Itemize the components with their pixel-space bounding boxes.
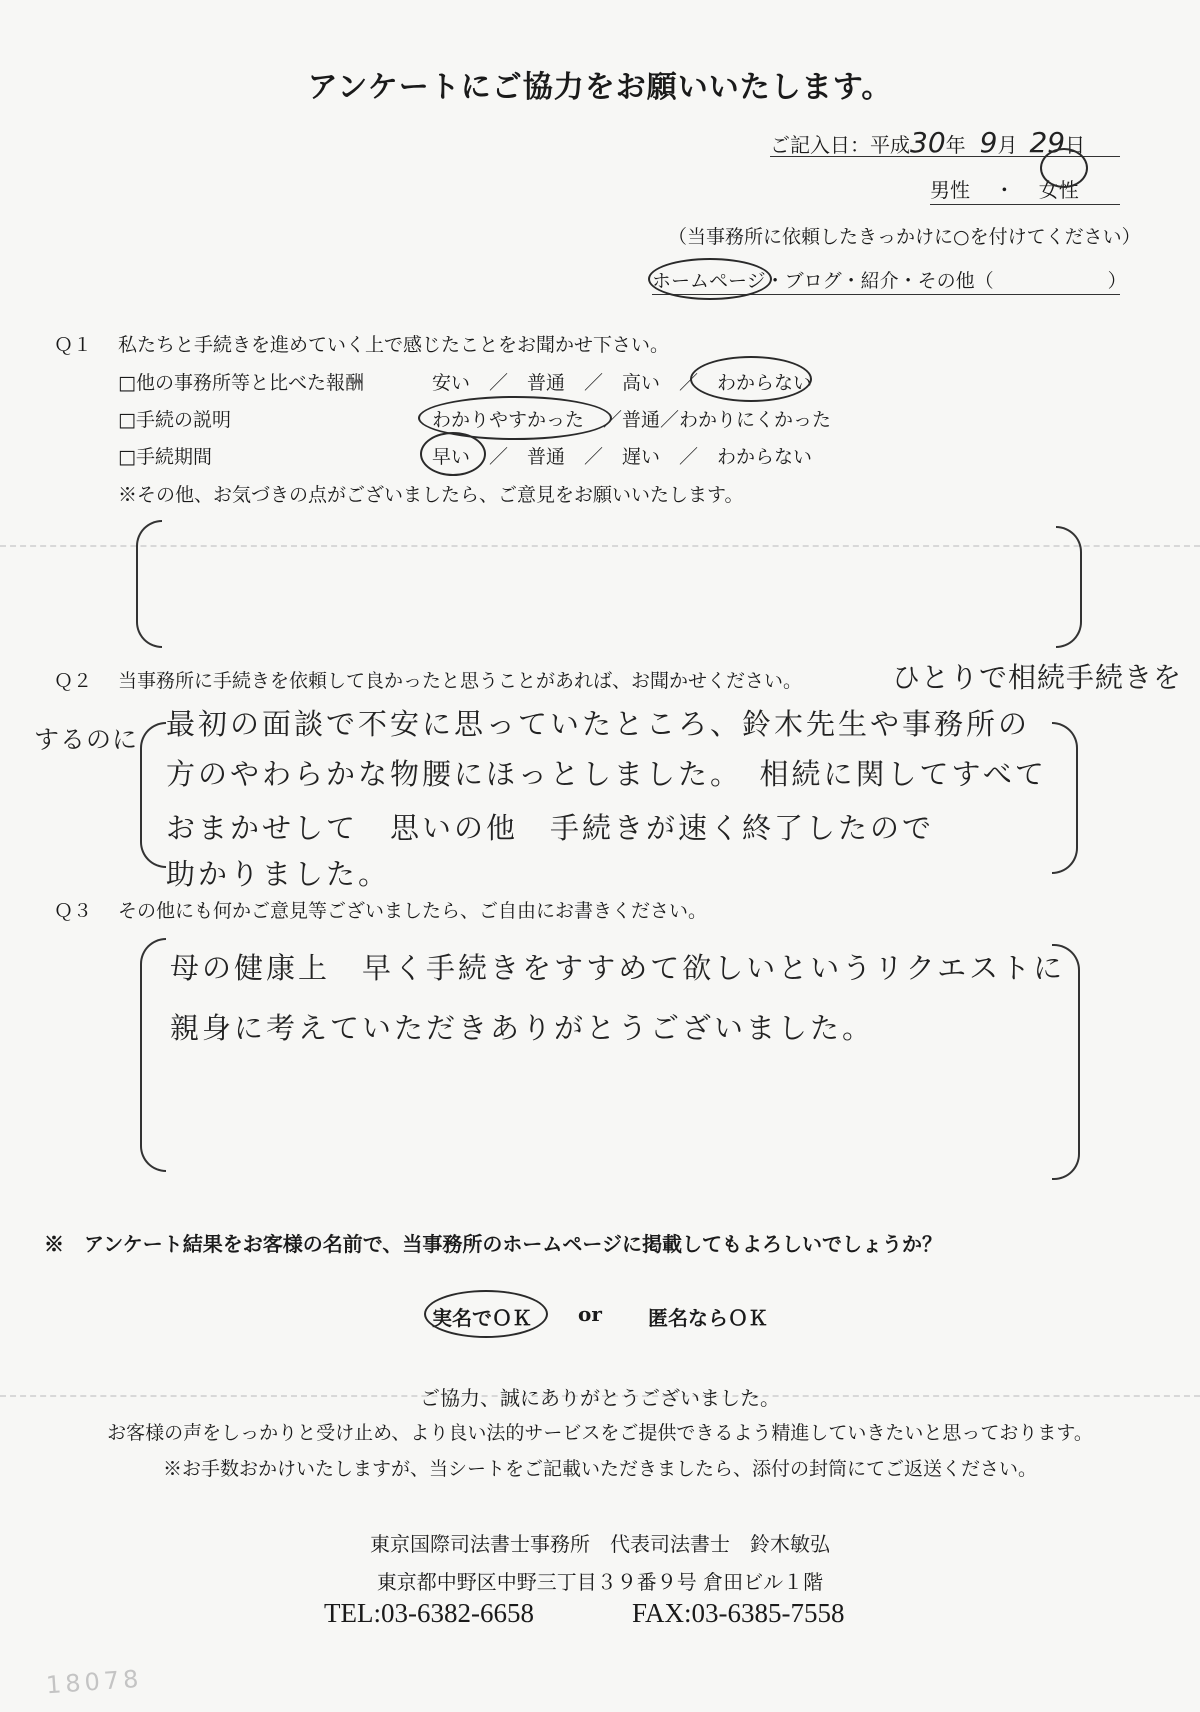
q1-note: ※その他、お気づきの点がございましたら、ご意見をお願いいたします。 [118,484,744,506]
q2-answer-line-2: するのに [34,725,139,754]
q2-answer-box-left [140,722,166,868]
gender-male[interactable]: 男性 [930,178,970,202]
page-title: アンケートにご協力をお願いいたします。 [307,70,893,105]
q1-question: 私たちと手続きを進めていく上で感じたことをお聞かせ下さい。 [118,334,670,356]
trigger-note: （当事務所に依頼したきっかけに○を付けてください） [668,226,1141,248]
gender-row [930,174,1120,205]
q1-row-fee-label: □他の事務所等と比べた報酬 [118,372,364,394]
gender-separator: ・ [994,178,1015,202]
thanks-line-1: ご協力、誠にありがとうございました。 [420,1386,780,1410]
q3-answer-line-2: 親身に考えていただきありがとうございました。 [170,1011,875,1045]
thanks-line-3: ※お手数おかけいたしますが、当シートをご記載いただきましたら、添付の封筒にてご返送ください。 [162,1458,1037,1480]
q1-row-explanation-options[interactable]: わかりやすかった ／普通／わかりにくかった [432,409,832,431]
office-name: 東京国際司法書士事務所 代表司法書士 鈴木敏弘 [370,1532,830,1556]
q3-answer-box-left [140,938,166,1172]
q1-fee-selected-circle [690,356,812,402]
thanks-line-2: お客様の声をしっかりと受け止め、より良い法的サービスをご提供できるよう精進していきたいと思っております。 [107,1422,1093,1444]
q1-answer-box-right [1056,526,1082,648]
q3-answer-line-1: 母の健康上 早く手続きをすすめて欲しいというリクエストに [170,951,1066,985]
q1-row-explanation-label: □手続の説明 [118,409,231,431]
q2-answer-line-5: おまかせして 思いの他 手続きが速く終了したので [166,811,935,845]
q2-question: 当事務所に手続きを依頼して良かったと思うことがあれば、お聞かせください。 [118,670,803,692]
publish-selected-circle [424,1290,548,1338]
gender-female-circle [1040,148,1088,188]
office-tel: TEL:03-6382-6658 [324,1598,534,1628]
q2-answer-box-right [1052,722,1078,874]
q2-answer-line-1: ひとりで相続手続きを [892,661,1183,694]
entry-day: 29 [1029,126,1066,159]
publish-option-anon[interactable]: 匿名ならＯＫ [648,1306,768,1330]
publish-or: or [578,1302,602,1326]
entry-year: 30 [910,126,946,159]
entry-month-unit: 月 [997,133,1018,157]
trigger-options[interactable]: ホームページ・ブログ・紹介・その他（ ） [652,266,1120,295]
q2-number: Ｑ２ [54,670,93,692]
q2-answer-line-3: 最初の面談で不安に思っていたところ、鈴木先生や事務所の [166,707,1031,741]
publish-question: ※ アンケート結果をお客様の名前で、当事務所のホームページに掲載してもよろしいでしょうか？ [44,1232,942,1256]
gender-female[interactable]: 女性 [1038,178,1079,202]
entry-day-unit: 日 [1065,133,1086,157]
q1-row-fee-options[interactable]: 安い ／ 普通 ／ 高い ／ わからない [432,372,813,394]
stamp-number: 18078 [45,1664,144,1700]
publish-option-real[interactable]: 実名でＯＫ [432,1306,532,1330]
entry-year-unit: 年 [945,133,966,157]
q3-number: Ｑ３ [54,900,93,922]
fold-line [0,545,1200,547]
q2-answer-line-4: 方のやわらかな物腰にほっとしました。 相続に関してすべて [166,757,1047,791]
q1-answer-box-left [136,520,162,648]
entry-month: 9 [979,126,998,159]
entry-date-label: ご記入日：平成 [770,133,910,157]
q1-period-selected-circle [420,432,486,476]
trigger-selected-circle [648,258,772,300]
office-fax: FAX:03-6385-7558 [632,1598,845,1628]
q1-row-period-options[interactable]: 早い ／ 普通 ／ 遅い ／ わからない [432,446,813,468]
office-address: 東京都中野区中野三丁目３９番９号 倉田ビル１階 [376,1570,824,1594]
q1-number: Ｑ１ [54,334,93,356]
q3-question: その他にも何かご意見等ございましたら、ご自由にお書きください。 [118,900,708,922]
q1-row-period-label: □手続期間 [118,446,212,468]
q2-answer-line-6: 助かりました。 [166,857,391,891]
